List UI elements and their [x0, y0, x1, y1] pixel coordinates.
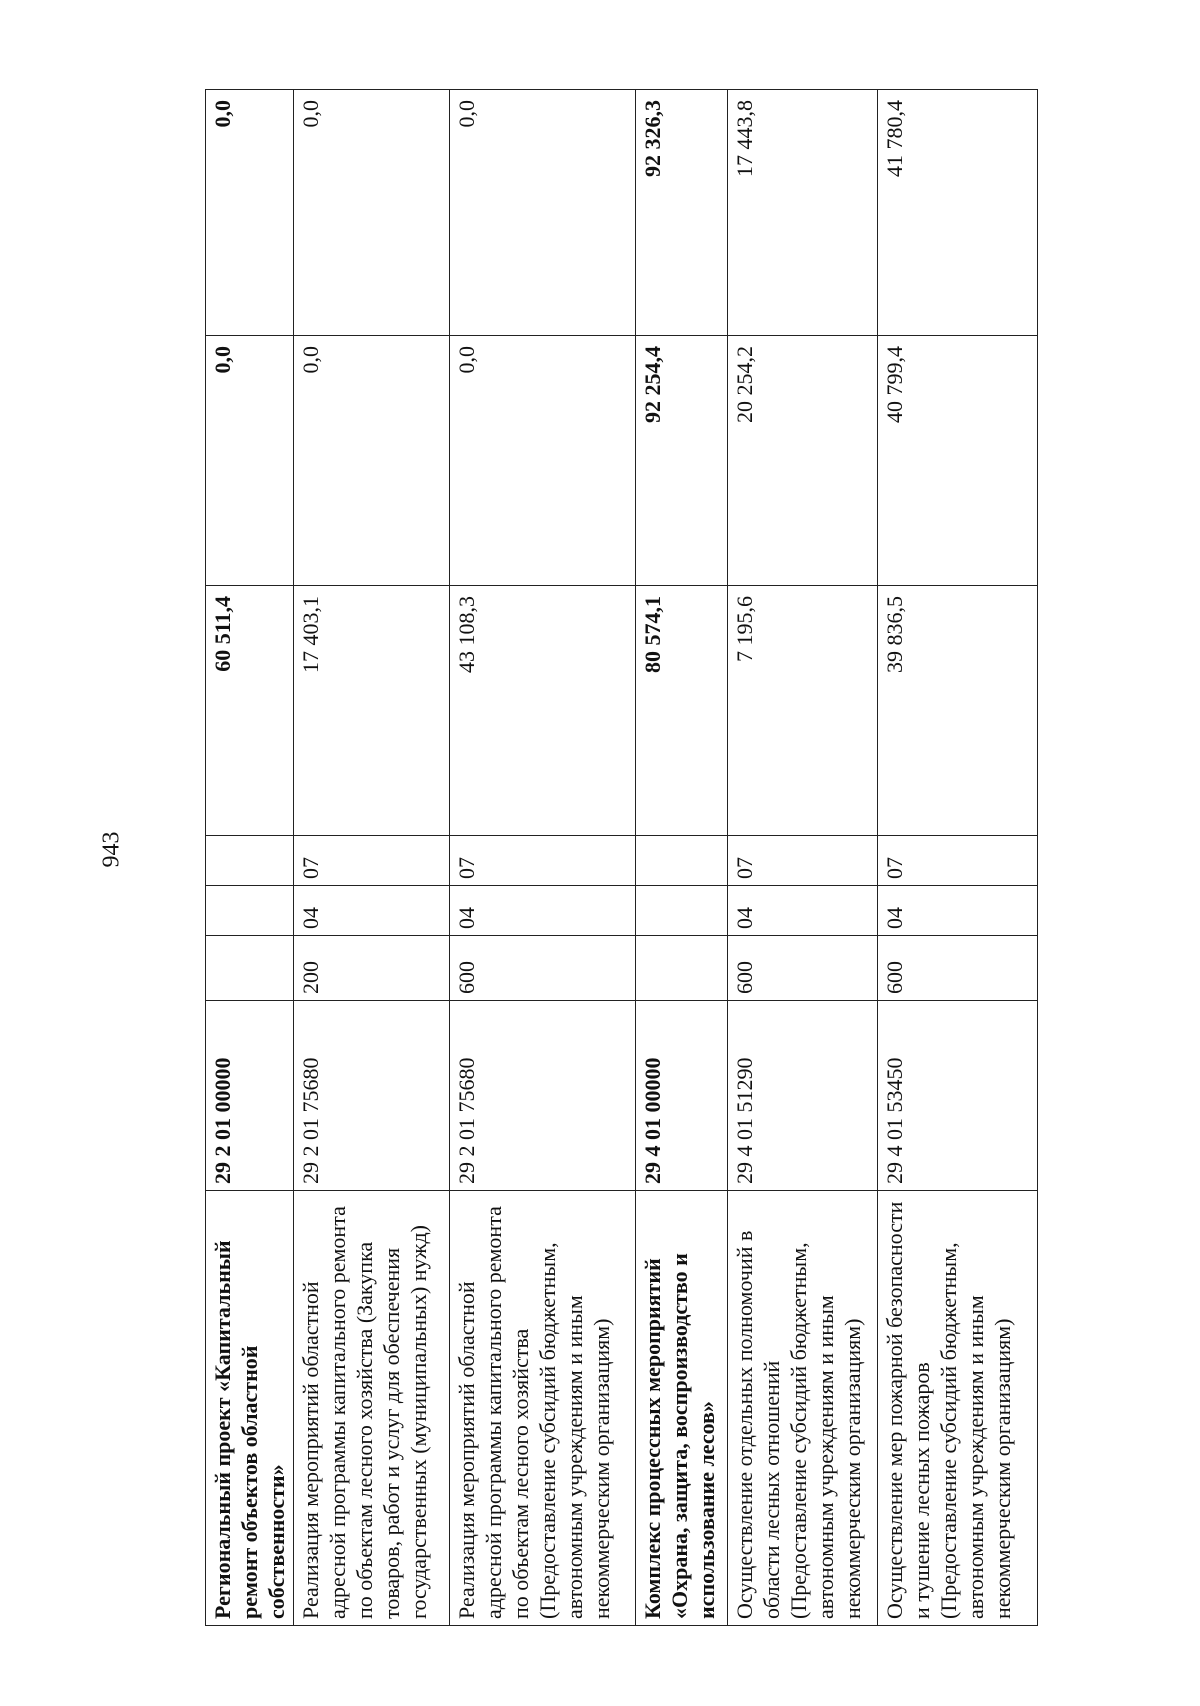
row-code: 29 4 01 53450 [878, 1001, 1038, 1191]
table-row [636, 90, 728, 1626]
table-row [206, 90, 294, 1626]
row-year3: 0,0 [294, 90, 450, 336]
row-year1: 17 403,1 [294, 586, 450, 836]
row-pr: 07 [294, 836, 450, 886]
row-vr: 600 [728, 936, 878, 1001]
row-rz [206, 886, 294, 936]
row-vr: 600 [878, 936, 1038, 1001]
row-pr [206, 836, 294, 886]
row-name: Осуществление мер пожарной безопасности и тушение лесных пожаров (Предоставление субсидий бюджетным, автономным учреждениям и иным некоммерческим организациям) [878, 1191, 1038, 1626]
row-pr: 07 [878, 836, 1038, 886]
page-number: 943 [98, 831, 125, 868]
row-year1: 60 511,4 [206, 586, 294, 836]
row-name: Региональный проект «Капитальный ремонт объектов областной собственности» [206, 1191, 294, 1626]
table-row [450, 90, 636, 1626]
row-year3: 0,0 [206, 90, 294, 336]
row-name: Реализация мероприятий областной адресной программы капитального ремонта по объектам лесного хозяйства (Предоставление субсидий бюджетным, автономным учреждениям и иным некоммерческим организациям) [450, 1191, 636, 1626]
table-row [728, 90, 878, 1626]
row-year3: 0,0 [450, 90, 636, 336]
row-rz: 04 [450, 886, 636, 936]
table-row [294, 90, 450, 1626]
row-code: 29 4 01 51290 [728, 1001, 878, 1191]
row-name: Осуществление отдельных полномочий в области лесных отношений (Предоставление субсидий бюджетным, автономным учреждениям и иным некоммерческим организациям) [728, 1191, 878, 1626]
row-rz [636, 886, 728, 936]
row-pr: 07 [728, 836, 878, 886]
row-year1: 7 195,6 [728, 586, 878, 836]
row-year1: 43 108,3 [450, 586, 636, 836]
row-year3: 17 443,8 [728, 90, 878, 336]
row-year3: 92 326,3 [636, 90, 728, 336]
row-year2: 0,0 [294, 336, 450, 586]
row-year2: 92 254,4 [636, 336, 728, 586]
budget-table-rotated [205, 90, 1109, 1626]
row-pr [636, 836, 728, 886]
row-vr: 600 [450, 936, 636, 1001]
row-year3: 41 780,4 [878, 90, 1038, 336]
row-year2: 0,0 [450, 336, 636, 586]
row-name: Реализация мероприятий областной адресной программы капитального ремонта по объектам лесного хозяйства (Закупка товаров, работ и услуг для обеспечения государственных (муниципальных) нужд) [294, 1191, 450, 1626]
row-code: 29 4 01 00000 [636, 1001, 728, 1191]
row-vr [636, 936, 728, 1001]
row-year1: 39 836,5 [878, 586, 1038, 836]
row-year2: 20 254,2 [728, 336, 878, 586]
row-code: 29 2 01 00000 [206, 1001, 294, 1191]
row-rz: 04 [294, 886, 450, 936]
row-pr: 07 [450, 836, 636, 886]
table-row [878, 90, 1038, 1626]
row-code: 29 2 01 75680 [294, 1001, 450, 1191]
row-rz: 04 [728, 886, 878, 936]
row-rz: 04 [878, 886, 1038, 936]
row-code: 29 2 01 75680 [450, 1001, 636, 1191]
row-year2: 0,0 [206, 336, 294, 586]
row-name: Комплекс процессных мероприятий «Охрана, защита, воспроизводство и использование лесов» [636, 1191, 728, 1626]
budget-table [205, 89, 1038, 1626]
row-year2: 40 799,4 [878, 336, 1038, 586]
row-year1: 80 574,1 [636, 586, 728, 836]
row-vr [206, 936, 294, 1001]
row-vr: 200 [294, 936, 450, 1001]
